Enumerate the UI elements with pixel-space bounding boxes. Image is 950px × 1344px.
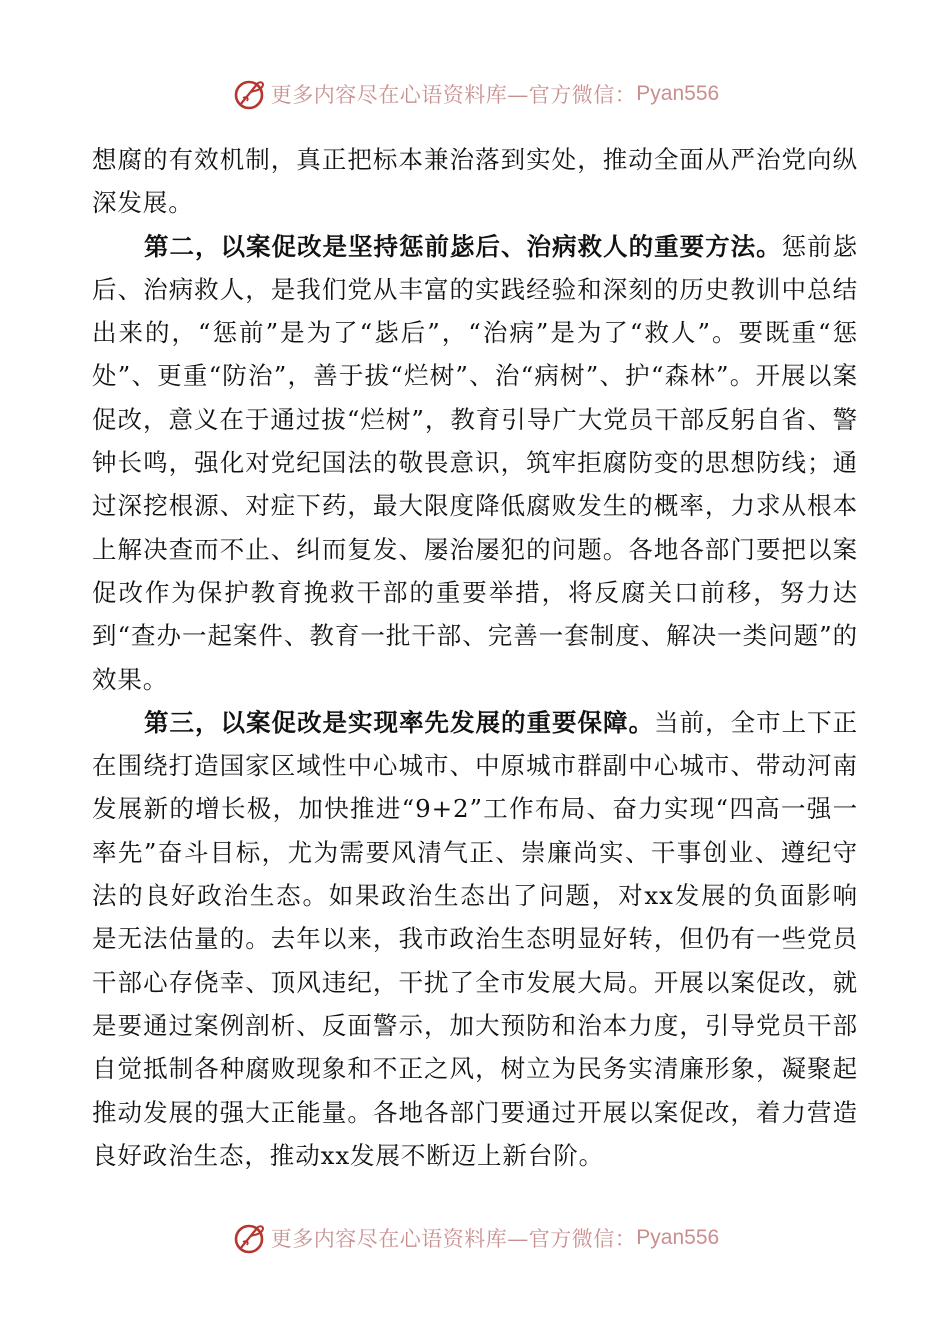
document-body xyxy=(92,138,858,1177)
footer-watermark-banner xyxy=(0,1218,950,1258)
quill-pen-seal-icon xyxy=(231,1220,267,1256)
banner-text: 更多内容尽在心语资料库—官方微信： xyxy=(270,1227,637,1251)
section-2-text: 惩前毖后、治病救人，是我们党从丰富的实践经验和深刻的历史教训中总结出来的，“惩前”是为了“毖后”，“治病”是为了“救人”。要既重“惩处”、更重“防治”，善于拔“烂树”、治“病树”、护“森林”。开展以案促改，意义在于通过拔“烂树”，教育引导广大党员干部反躬自省、警钟长鸣，强化对党纪国法的敬畏意识，筑牢拒腐防变的思想防线；通过深挖根源、对症下药，最大限度降低腐败发生的概率，力求从根本上解决查而不止、纠而复发、屡治屡犯的问题。各地各部门要把以案促改作为保护教育挽救干部的重要举措，将反腐关口前移，努力达到“查办一起案件、教育一批干部、完善一套制度、解决一类问题”的效果。 xyxy=(92,231,859,694)
section-2-heading: 第二，以案促改是坚持惩前毖后、治病救人的重要方法。 xyxy=(144,231,782,261)
banner-handle: Pyan556 xyxy=(636,1226,720,1249)
paragraph-section-2 xyxy=(92,225,858,701)
section-3-heading: 第三，以案促改是实现率先发展的重要保障。 xyxy=(144,707,655,737)
banner-handle: Pyan556 xyxy=(636,82,720,105)
banner-text: 更多内容尽在心语资料库—官方微信： xyxy=(270,83,637,107)
paragraph-continuation: 想腐的有效机制，真正把标本兼治落到实处，推动全面从严治党向纵深发展。 xyxy=(92,145,858,218)
header-watermark-banner xyxy=(0,74,950,114)
quill-pen-seal-icon xyxy=(231,76,267,112)
paragraph-section-3 xyxy=(92,701,858,1177)
section-3-text: 当前，全市上下正在围绕打造国家区域性中心城市、中原城市群副中心城市、带动河南发展新的增长极，加快推进“9+2”工作布局、奋力实现“四高一强一率先”奋斗目标，尤为需要风清气正、崇廉尚实、干事创业、遵纪守法的良好政治生态。如果政治生态出了问题，对xx发展的负面影响是无法估量的。去年以来，我市政治生态明显好转，但仍有一些党员干部心存侥幸、顶风违纪，干扰了全市发展大局。开展以案促改，就是要通过案例剖析、反面警示，加大预防和治本力度，引导党员干部自觉抵制各种腐败现象和不正之风，树立为民务实清廉形象，凝聚起推动发展的强大正能量。各地各部门要通过开展以案促改，着力营造良好政治生态，推动xx发展不断迈上新台阶。 xyxy=(92,707,859,1170)
